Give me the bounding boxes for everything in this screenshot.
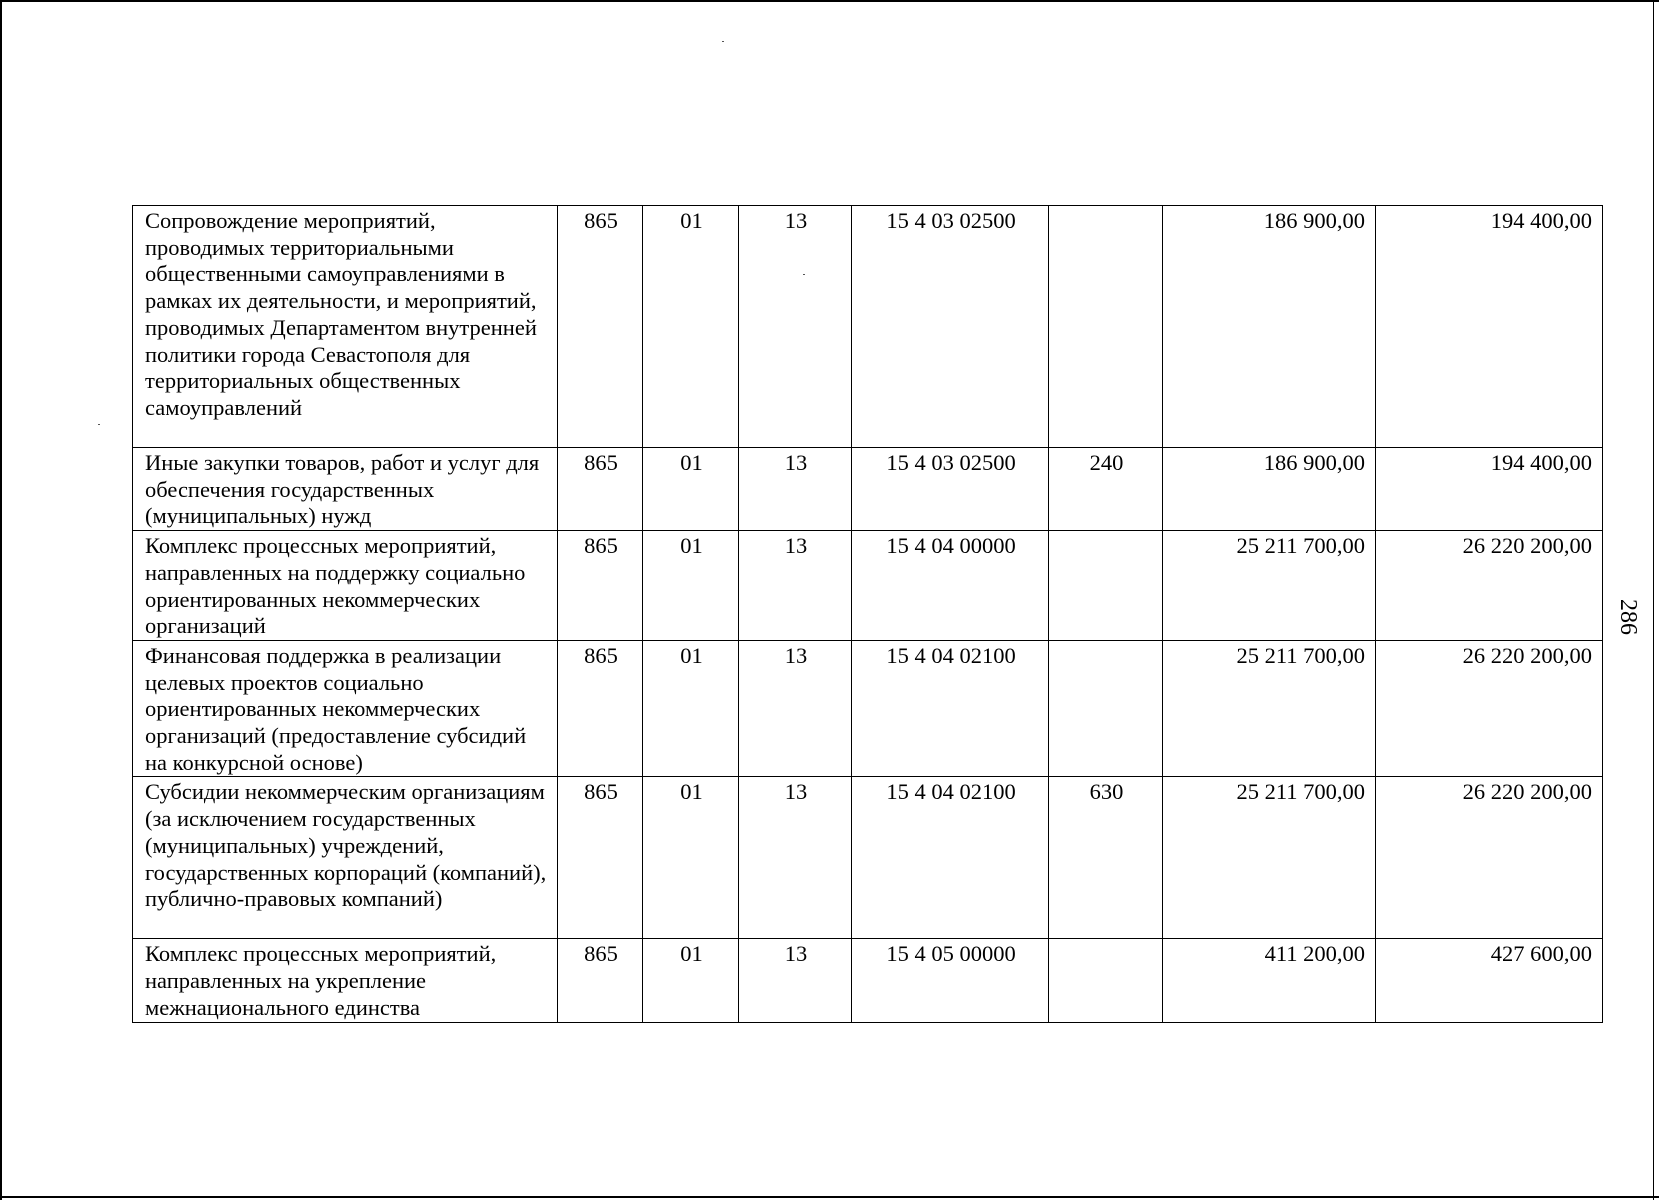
expense-name-cell: Комплекс процессных мероприятий, направленных на поддержку социально ориентированных некоммерческих организаций bbox=[133, 531, 558, 641]
scan-border-bottom bbox=[0, 1196, 1659, 1198]
subsection-code-cell: 13 bbox=[739, 206, 852, 448]
scan-speck bbox=[98, 424, 100, 425]
subsection-code-cell: 13 bbox=[739, 640, 852, 777]
subsection-code-cell: 13 bbox=[739, 448, 852, 531]
scan-speck bbox=[722, 41, 724, 42]
expense-type-cell bbox=[1049, 531, 1163, 641]
sum-year1-cell: 411 200,00 bbox=[1163, 939, 1376, 1022]
ministry-code-cell: 865 bbox=[558, 777, 643, 939]
expense-name-cell: Комплекс процессных мероприятий, направленных на укрепление межнационального единства bbox=[133, 939, 558, 1022]
expense-type-cell bbox=[1049, 206, 1163, 448]
expense-type-cell: 240 bbox=[1049, 448, 1163, 531]
subsection-code-cell: 13 bbox=[739, 777, 852, 939]
sum-year1-cell: 186 900,00 bbox=[1163, 448, 1376, 531]
subsection-code-cell: 13 bbox=[739, 939, 852, 1022]
expense-name-cell: Субсидии некоммерческим организациям (за исключением государственных (муниципальных) учреждений, государственных корпораций (компаний), публично-правовых компаний) bbox=[133, 777, 558, 939]
section-code-cell: 01 bbox=[643, 448, 739, 531]
target-article-cell: 15 4 04 00000 bbox=[852, 531, 1049, 641]
sum-year2-cell: 26 220 200,00 bbox=[1376, 531, 1603, 641]
sum-year1-cell: 25 211 700,00 bbox=[1163, 777, 1376, 939]
budget-table bbox=[132, 205, 1603, 1023]
sum-year1-cell: 186 900,00 bbox=[1163, 206, 1376, 448]
sum-year2-cell: 26 220 200,00 bbox=[1376, 777, 1603, 939]
section-code-cell: 01 bbox=[643, 777, 739, 939]
target-article-cell: 15 4 04 02100 bbox=[852, 777, 1049, 939]
sum-year2-cell: 194 400,00 bbox=[1376, 448, 1603, 531]
scan-border-left bbox=[0, 0, 2, 1200]
expense-type-cell bbox=[1049, 640, 1163, 777]
table-row bbox=[133, 939, 1603, 1022]
subsection-code-cell: 13 bbox=[739, 531, 852, 641]
table-row bbox=[133, 777, 1603, 939]
table-row bbox=[133, 206, 1603, 448]
expense-type-cell: 630 bbox=[1049, 777, 1163, 939]
table-row bbox=[133, 640, 1603, 777]
target-article-cell: 15 4 04 02100 bbox=[852, 640, 1049, 777]
section-code-cell: 01 bbox=[643, 206, 739, 448]
page-number: 286 bbox=[1615, 599, 1641, 635]
sum-year1-cell: 25 211 700,00 bbox=[1163, 531, 1376, 641]
section-code-cell: 01 bbox=[643, 640, 739, 777]
ministry-code-cell: 865 bbox=[558, 531, 643, 641]
expense-name-cell: Сопровождение мероприятий, проводимых территориальными общественными самоуправлениями в рамках их деятельности, и мероприятий, проводимых Департаментом внутренней политики города Севастополя для территориальных общественных самоуправлений bbox=[133, 206, 558, 448]
expense-name-cell: Финансовая поддержка в реализации целевых проектов социально ориентированных некоммерческих организаций (предоставление субсидий на конкурсной основе) bbox=[133, 640, 558, 777]
target-article-cell: 15 4 03 02500 bbox=[852, 206, 1049, 448]
ministry-code-cell: 865 bbox=[558, 206, 643, 448]
expense-name-cell: Иные закупки товаров, работ и услуг для обеспечения государственных (муниципальных) нужд bbox=[133, 448, 558, 531]
expense-type-cell bbox=[1049, 939, 1163, 1022]
sum-year2-cell: 194 400,00 bbox=[1376, 206, 1603, 448]
section-code-cell: 01 bbox=[643, 531, 739, 641]
sum-year2-cell: 427 600,00 bbox=[1376, 939, 1603, 1022]
scan-border-right bbox=[1653, 0, 1654, 1200]
table-row bbox=[133, 531, 1603, 641]
sum-year1-cell: 25 211 700,00 bbox=[1163, 640, 1376, 777]
table-row bbox=[133, 448, 1603, 531]
section-code-cell: 01 bbox=[643, 939, 739, 1022]
sum-year2-cell: 26 220 200,00 bbox=[1376, 640, 1603, 777]
ministry-code-cell: 865 bbox=[558, 939, 643, 1022]
target-article-cell: 15 4 05 00000 bbox=[852, 939, 1049, 1022]
scan-border-top bbox=[0, 0, 1659, 2]
ministry-code-cell: 865 bbox=[558, 640, 643, 777]
target-article-cell: 15 4 03 02500 bbox=[852, 448, 1049, 531]
ministry-code-cell: 865 bbox=[558, 448, 643, 531]
